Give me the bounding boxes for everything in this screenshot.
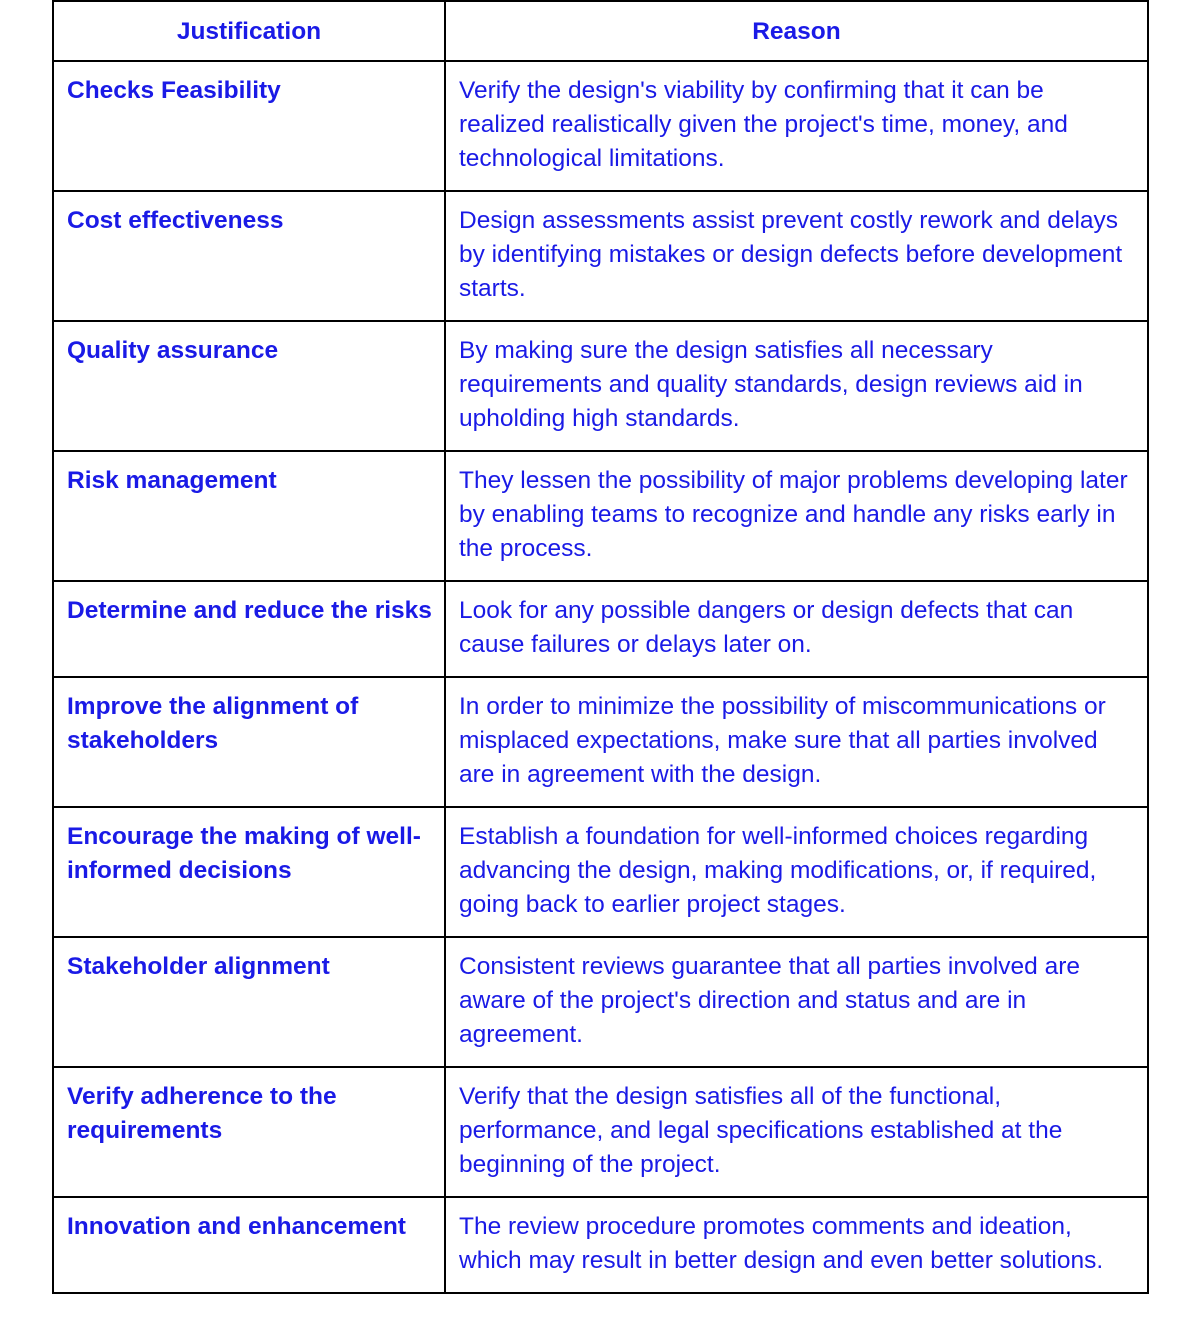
justification-cell: Risk management [53,451,445,581]
table-row [53,807,1148,937]
reason-cell: By making sure the design satisfies all necessary requirements and quality standards, design reviews aid in upholding high standards. [445,321,1148,451]
table-row [53,1067,1148,1197]
reason-cell: Verify the design's viability by confirming that it can be realized realistically given the project's time, money, and technological limitations. [445,61,1148,191]
justification-cell: Verify adherence to the requirements [53,1067,445,1197]
reason-cell: They lessen the possibility of major problems developing later by enabling teams to recognize and handle any risks early in the process. [445,451,1148,581]
justification-cell: Stakeholder alignment [53,937,445,1067]
table-row [53,1197,1148,1293]
reason-cell: Verify that the design satisfies all of the functional, performance, and legal specifications established at the beginning of the project. [445,1067,1148,1197]
reason-cell: The review procedure promotes comments and ideation, which may result in better design and even better solutions. [445,1197,1148,1293]
justification-table [52,0,1149,1294]
reason-cell: Look for any possible dangers or design defects that can cause failures or delays later on. [445,581,1148,677]
reason-cell: Consistent reviews guarantee that all parties involved are aware of the project's direction and status and are in agreement. [445,937,1148,1067]
justification-cell: Innovation and enhancement [53,1197,445,1293]
reason-cell: Design assessments assist prevent costly rework and delays by identifying mistakes or design defects before development starts. [445,191,1148,321]
table-row [53,937,1148,1067]
table-row [53,677,1148,807]
table-row [53,321,1148,451]
justification-cell: Checks Feasibility [53,61,445,191]
table-row [53,581,1148,677]
justification-cell: Encourage the making of well-informed decisions [53,807,445,937]
justification-cell: Improve the alignment of stakeholders [53,677,445,807]
justification-cell: Determine and reduce the risks [53,581,445,677]
reason-column-header: Reason [445,1,1148,61]
table-row [53,191,1148,321]
justification-cell: Quality assurance [53,321,445,451]
reason-cell: In order to minimize the possibility of miscommunications or misplaced expectations, make sure that all parties involved are in agreement with the design. [445,677,1148,807]
reason-cell: Establish a foundation for well-informed choices regarding advancing the design, making modifications, or, if required, going back to earlier project stages. [445,807,1148,937]
justification-cell: Cost effectiveness [53,191,445,321]
table-row [53,451,1148,581]
justification-column-header: Justification [53,1,445,61]
table-header-row [53,1,1148,61]
table-row [53,61,1148,191]
